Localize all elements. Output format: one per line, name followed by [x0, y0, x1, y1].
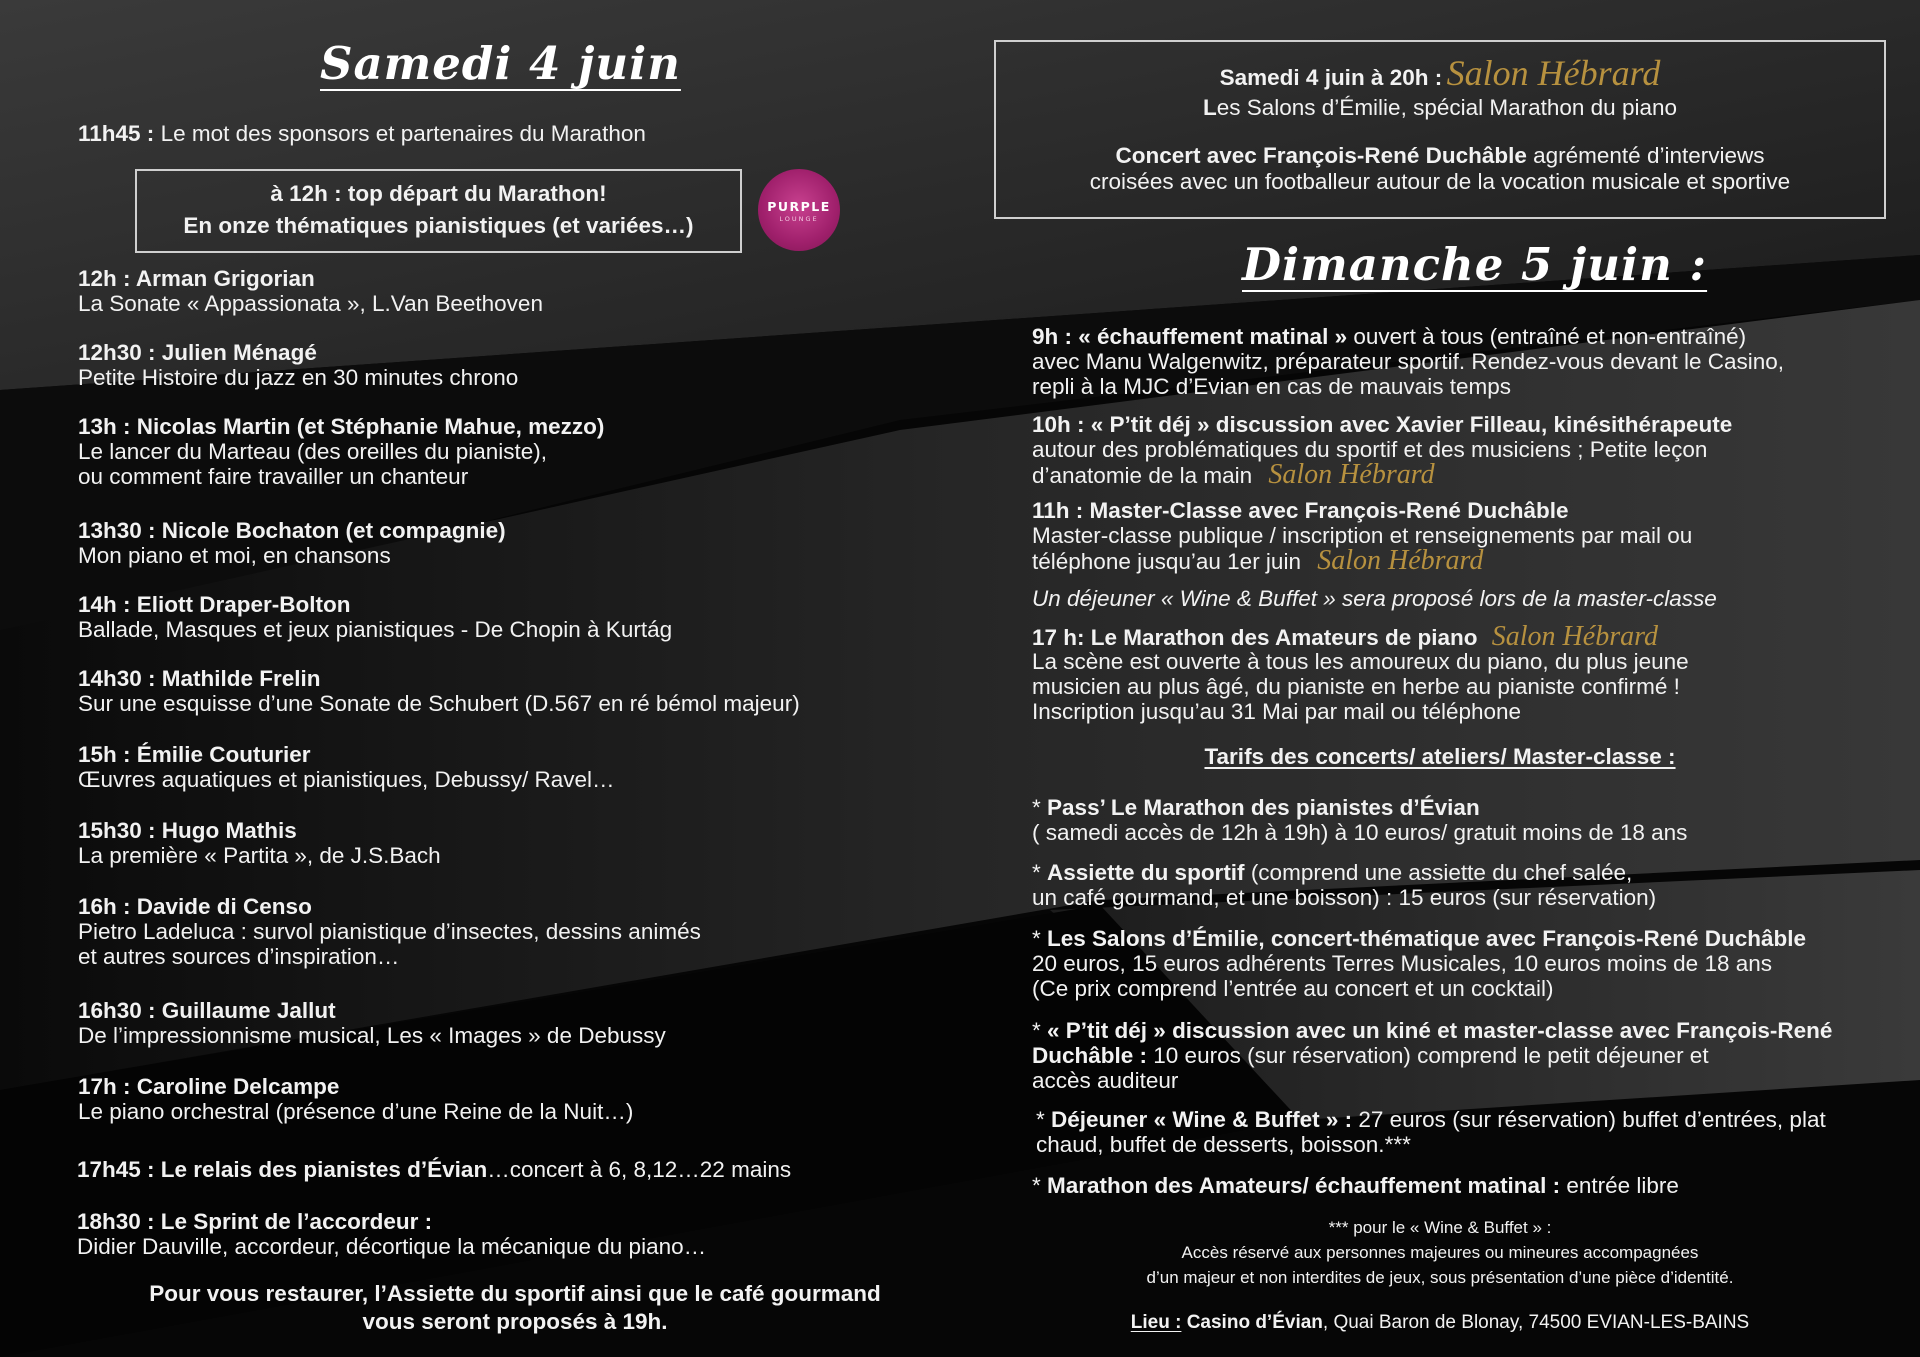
evening-time: Samedi 4 juin à 20h :	[1219, 65, 1443, 90]
tarif-ptitdej-line-3: accès auditeur	[1032, 1068, 1179, 1093]
start-box	[135, 169, 742, 253]
evening-concert: Concert avec François-René Duchâble	[1115, 143, 1527, 168]
lunch-note: Un déjeuner « Wine & Buffet » sera proposé lors de la master-classe	[1032, 586, 1717, 611]
program-item-description: Œuvres aquatiques et pianistiques, Debussy/ Ravel…	[78, 767, 615, 792]
program-item-title: 16h : Davide di Censo	[78, 894, 312, 919]
bullet-star: *	[1032, 1018, 1041, 1043]
sprint-text: Didier Dauville, accordeur, décortique la mécanique du piano…	[77, 1234, 707, 1259]
relais-title: 17h45 : Le relais des pianistes d’Évian	[77, 1157, 488, 1182]
ptitdej-venue: Salon Hébrard	[1268, 459, 1435, 490]
amateurs-line-1	[1032, 621, 1658, 652]
amateurs-line-3: musicien au plus âgé, du pianiste en herbe au pianiste confirmé !	[1032, 674, 1680, 699]
tarif-dejeuner-title: Déjeuner « Wine & Buffet » :	[1051, 1107, 1353, 1132]
evening-line-2	[996, 95, 1884, 120]
note-line-1: *** pour le « Wine & Buffet » :	[1328, 1218, 1552, 1237]
tarif-dejeuner-text: 27 euros (sur réservation) buffet d’entrées, plat	[1352, 1107, 1826, 1132]
tarif-assiette-text: (comprend une assiette du chef salée,	[1244, 860, 1633, 885]
bullet-star: *	[1036, 1107, 1045, 1132]
tarif-pass-title: Pass’ Le Marathon des pianistes d’Évian	[1047, 795, 1480, 820]
tarif-marathon-title: Marathon des Amateurs/ échauffement matinal :	[1047, 1173, 1561, 1198]
tarif-dejeuner-line-2: chaud, buffet de desserts, boisson.***	[1036, 1132, 1411, 1157]
tarif-assiette-title: Assiette du sportif	[1047, 860, 1245, 885]
program-item-title: 14h : Eliott Draper-Bolton	[78, 592, 351, 617]
program-item-title: 13h : Nicolas Martin (et Stéphanie Mahue, mezzo)	[78, 414, 605, 439]
tarif-salons-line-1	[1032, 926, 1806, 951]
food-line-1: Pour vous restaurer, l’Assiette du sportif ainsi que le café gourmand	[149, 1281, 881, 1306]
evening-box	[994, 40, 1886, 219]
program-item-description: Pietro Ladeluca : survol pianistique d’insectes, dessins animés	[78, 919, 701, 944]
tarif-assiette-line-2: un café gourmand, et une boisson) : 15 euros (sur réservation)	[1032, 885, 1657, 910]
tarif-ptitdej-title: « P’tit déj » discussion avec un kiné et master-classe avec François-René	[1047, 1018, 1833, 1043]
evening-title	[996, 52, 1884, 94]
tarif-ptitdej-title-2: Duchâble :	[1032, 1043, 1148, 1068]
sunday-title: Dimanche 5 juin :	[1242, 238, 1708, 291]
program-item-title: 14h30 : Mathilde Frelin	[78, 666, 321, 691]
tarif-salons-title: Les Salons d’Émilie, concert-thématique avec François-René Duchâble	[1047, 926, 1807, 951]
tarif-salons-line-2: 20 euros, 15 euros adhérents Terres Musicales, 10 euros moins de 18 ans	[1032, 951, 1773, 976]
program-item-title: 15h30 : Hugo Mathis	[78, 818, 297, 843]
masterclass-text: téléphone jusqu’au 1er juin	[1032, 549, 1301, 574]
note-line-3: d’un majeur et non interdites de jeux, sous présentation d’une pièce d’identité.	[1146, 1268, 1734, 1287]
warmup-text: ouvert à tous (entraîné et non-entraîné)	[1347, 324, 1747, 349]
program-item-description: et autres sources d’inspiration…	[78, 944, 400, 969]
program-item-description: ou comment faire travailler un chanteur	[78, 464, 469, 489]
tarifs-title: Tarifs des concerts/ ateliers/ Master-classe :	[1204, 744, 1676, 769]
program-item-description: Sur une esquisse d’une Sonate de Schubert (D.567 en ré bémol majeur)	[78, 691, 800, 716]
program-item-title: 13h30 : Nicole Bochaton (et compagnie)	[78, 518, 506, 543]
program-item-title: 17h : Caroline Delcampe	[78, 1074, 340, 1099]
tarif-ptitdej-text: 10 euros (sur réservation) comprend le petit déjeuner et	[1147, 1043, 1709, 1068]
ptitdej-line-3	[1032, 459, 1435, 490]
evening-venue: Salon Hébrard	[1446, 53, 1661, 93]
program-item-title: 15h : Émilie Couturier	[78, 742, 311, 767]
tarif-ptitdej-line-2	[1032, 1043, 1709, 1068]
warmup-line-1	[1032, 324, 1746, 349]
sponsors-line	[78, 121, 646, 146]
masterclass-venue: Salon Hébrard	[1317, 545, 1484, 576]
food-line-2: vous seront proposés à 19h.	[362, 1309, 668, 1334]
tarif-assiette-line-1	[1032, 860, 1632, 885]
ptitdej-text: d’anatomie de la main	[1032, 463, 1253, 488]
tarif-pass-line-1	[1032, 795, 1480, 820]
program-item-description: Petite Histoire du jazz en 30 minutes chrono	[78, 365, 519, 390]
logo-subtitle: LOUNGE	[779, 215, 819, 223]
program-item-description: De l’impressionnisme musical, Les « Images » de Debussy	[78, 1023, 666, 1048]
program-item-description: Mon piano et moi, en chansons	[78, 543, 391, 568]
amateurs-line-2: La scène est ouverte à tous les amoureux du piano, du plus jeune	[1032, 649, 1689, 674]
sprint-title: 18h30 : Le Sprint de l’accordeur :	[77, 1209, 433, 1234]
tarif-pass-line-2: ( samedi accès de 12h à 19h) à 10 euros/ gratuit moins de 18 ans	[1032, 820, 1688, 845]
note-line-2: Accès réservé aux personnes majeures ou mineures accompagnées	[1181, 1243, 1699, 1262]
tarif-salons-line-3: (Ce prix comprend l’entrée au concert et un cocktail)	[1032, 976, 1554, 1001]
evening-salons: es Salons d’Émilie, spécial Marathon du piano	[1216, 95, 1677, 120]
bullet-star: *	[1032, 860, 1041, 885]
masterclass-title: 11h : Master-Classe avec François-René Duchâble	[1032, 498, 1569, 523]
bullet-star: *	[1032, 926, 1041, 951]
amateurs-venue: Salon Hébrard	[1491, 621, 1658, 652]
program-item-description: Le piano orchestral (présence d’une Reine de la Nuit…)	[78, 1099, 634, 1124]
warmup-line-2: avec Manu Walgenwitz, préparateur sportif. Rendez-vous devant le Casino,	[1032, 349, 1785, 374]
saturday-title: Samedi 4 juin	[320, 37, 681, 90]
location-label: Lieu :	[1130, 1312, 1182, 1333]
amateurs-line-4: Inscription jusqu’au 31 Mai par mail ou téléphone	[1032, 699, 1522, 724]
program-item-title: 12h30 : Julien Ménagé	[78, 340, 317, 365]
evening-initial: L	[1202, 95, 1217, 120]
masterclass-line-2: Master-classe publique / inscription et renseignements par mail ou	[1032, 523, 1693, 548]
program-item-title: 12h : Arman Grigorian	[78, 266, 315, 291]
evening-line-4: croisées avec un footballeur autour de la vocation musicale et sportive	[1089, 169, 1791, 194]
location-venue: Casino d’Évian	[1186, 1312, 1323, 1333]
bullet-star: *	[1032, 1173, 1041, 1198]
amateurs-title: 17 h: Le Marathon des Amateurs de piano	[1032, 625, 1478, 650]
ptitdej-title: 10h : « P’tit déj » discussion avec Xavier Filleau, kinésithérapeute	[1032, 412, 1733, 437]
sponsors-text: Le mot des sponsors et partenaires du Marathon	[160, 121, 646, 146]
warmup-title: 9h : « échauffement matinal »	[1032, 324, 1348, 349]
program-item-description: Ballade, Masques et jeux pianistiques - De Chopin à Kurtág	[78, 617, 673, 642]
purple-lounge-logo	[758, 169, 840, 251]
bullet-star: *	[1032, 795, 1041, 820]
program-item-description: Le lancer du Marteau (des oreilles du pianiste),	[78, 439, 548, 464]
evening-line-3	[996, 143, 1884, 168]
tarif-marathon-text: entrée libre	[1560, 1173, 1679, 1198]
program-item-description: La première « Partita », de J.S.Bach	[78, 843, 441, 868]
program-item-description: La Sonate « Appassionata », L.Van Beethoven	[78, 291, 543, 316]
location-address: , Quai Baron de Blonay, 74500 EVIAN-LES-BAINS	[1322, 1312, 1750, 1333]
location-line	[990, 1310, 1890, 1335]
start-line-1: à 12h : top départ du Marathon!	[270, 181, 607, 206]
masterclass-line-3	[1032, 545, 1484, 576]
tarif-marathon-line	[1032, 1173, 1679, 1198]
sponsors-time: 11h45 :	[78, 121, 155, 146]
start-line-2: En onze thématiques pianistiques (et variées…)	[183, 213, 694, 238]
program-item-title: 16h30 : Guillaume Jallut	[78, 998, 336, 1023]
tarif-dejeuner-line-1	[1036, 1107, 1826, 1132]
logo-name: PURPLE	[767, 199, 831, 214]
relais-line	[77, 1157, 791, 1182]
relais-text: …concert à 6, 8,12…22 mains	[487, 1157, 792, 1182]
evening-concert-rest: agrémenté d’interviews	[1526, 143, 1765, 168]
tarif-ptitdej-line-1	[1032, 1018, 1832, 1043]
warmup-line-3: repli à la MJC d’Evian en cas de mauvais temps	[1032, 374, 1511, 399]
ptitdej-line-2: autour des problématiques du sportif et des musiciens ; Petite leçon	[1032, 437, 1708, 462]
